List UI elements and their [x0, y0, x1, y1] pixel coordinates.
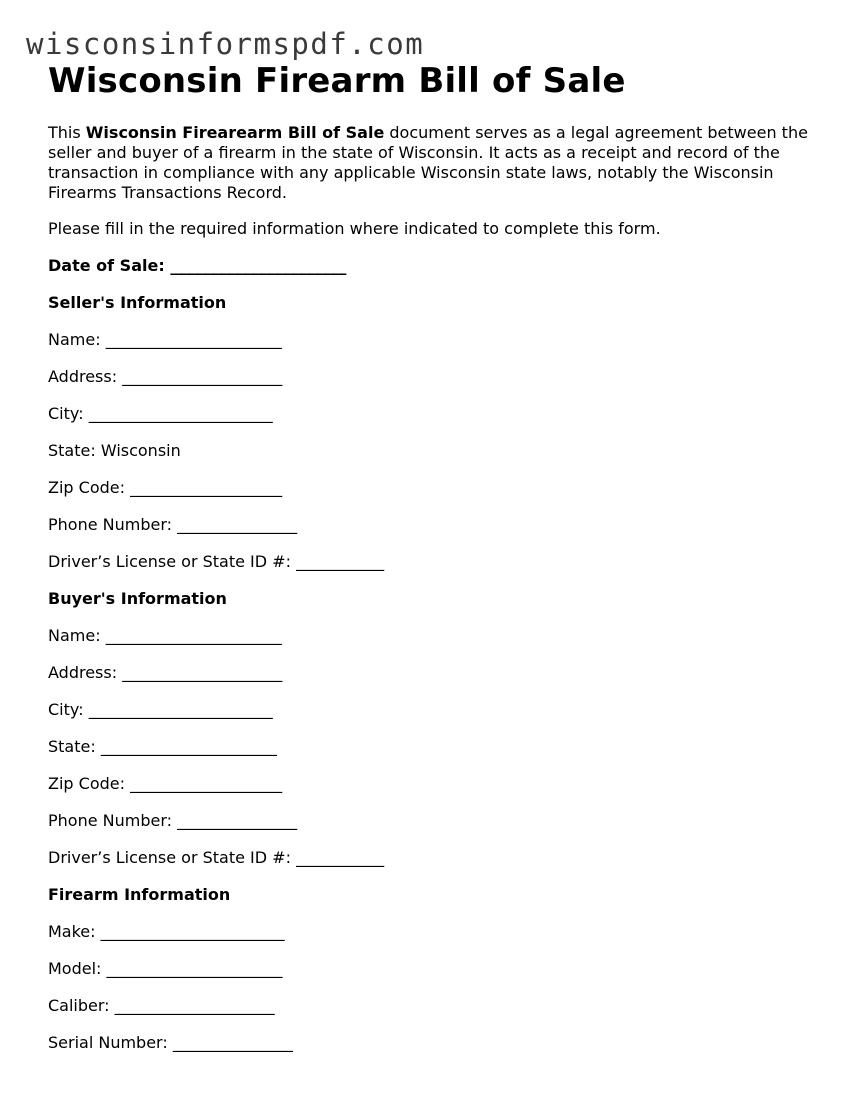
- buyer-zip-label: Zip Code:: [48, 774, 125, 793]
- buyer-phone-blank[interactable]: _______________: [177, 811, 298, 830]
- buyer-name-blank[interactable]: ______________________: [105, 626, 282, 645]
- seller-zip-blank[interactable]: ___________________: [130, 478, 283, 497]
- seller-state-label: State:: [48, 441, 96, 460]
- firearm-caliber-field: [48, 996, 808, 1016]
- firearm-serial-label: Serial Number:: [48, 1033, 168, 1052]
- buyer-address-field: [48, 663, 808, 683]
- date-of-sale-blank[interactable]: ______________________: [170, 256, 347, 275]
- firearm-serial-field: [48, 1033, 808, 1053]
- buyer-state-blank[interactable]: ______________________: [100, 737, 277, 756]
- intro-paragraph: [48, 123, 808, 203]
- buyer-name-label: Name:: [48, 626, 101, 645]
- intro-suffix: document serves as a legal agreement between the seller and buyer of a firearm in the state of Wisconsin. It acts as a receipt and record of the transaction in compliance with any applicable Wisconsin state laws, notably the Wisconsin Firearms Transactions Record.: [48, 123, 808, 202]
- date-of-sale-label: Date of Sale:: [48, 256, 165, 275]
- seller-state-value: Wisconsin: [100, 441, 181, 460]
- date-of-sale-field: [48, 256, 808, 276]
- buyer-state-field: [48, 737, 808, 757]
- seller-license-label: Driver’s License or State ID #:: [48, 552, 291, 571]
- seller-zip-field: [48, 478, 808, 498]
- firearm-make-field: [48, 922, 808, 942]
- seller-name-blank[interactable]: ______________________: [105, 330, 282, 349]
- firearm-model-label: Model:: [48, 959, 102, 978]
- seller-heading: Seller's Information: [48, 293, 227, 312]
- firearm-make-blank[interactable]: _______________________: [100, 922, 285, 941]
- seller-address-field: [48, 367, 808, 387]
- document-page: [48, 60, 808, 1053]
- buyer-zip-field: [48, 774, 808, 794]
- buyer-phone-label: Phone Number:: [48, 811, 173, 830]
- buyer-city-label: City:: [48, 700, 84, 719]
- buyer-phone-field: [48, 811, 808, 831]
- firearm-make-label: Make:: [48, 922, 96, 941]
- buyer-license-blank[interactable]: ___________: [296, 848, 385, 867]
- watermark-text: wisconsinformspdf.com: [26, 27, 425, 61]
- buyer-state-label: State:: [48, 737, 96, 756]
- seller-address-blank[interactable]: ____________________: [122, 367, 283, 386]
- seller-city-field: [48, 404, 808, 424]
- seller-zip-label: Zip Code:: [48, 478, 125, 497]
- firearm-caliber-blank[interactable]: ____________________: [114, 996, 275, 1015]
- buyer-city-field: [48, 700, 808, 720]
- seller-license-field: [48, 552, 808, 572]
- buyer-zip-blank[interactable]: ___________________: [130, 774, 283, 793]
- instruction-text: Please fill in the required information where indicated to complete this form.: [48, 219, 661, 238]
- firearm-heading: Firearm Information: [48, 885, 231, 904]
- seller-phone-field: [48, 515, 808, 535]
- seller-city-blank[interactable]: _______________________: [88, 404, 273, 423]
- seller-state-field: [48, 441, 808, 461]
- buyer-address-label: Address:: [48, 663, 118, 682]
- seller-phone-label: Phone Number:: [48, 515, 173, 534]
- page-title: Wisconsin Firearm Bill of Sale: [48, 61, 626, 101]
- seller-phone-blank[interactable]: _______________: [177, 515, 298, 534]
- buyer-license-label: Driver’s License or State ID #:: [48, 848, 291, 867]
- seller-city-label: City:: [48, 404, 84, 423]
- buyer-heading: Buyer's Information: [48, 589, 227, 608]
- buyer-city-blank[interactable]: _______________________: [88, 700, 273, 719]
- buyer-address-blank[interactable]: ____________________: [122, 663, 283, 682]
- intro-document-name: Wisconsin Firearearm Bill of Sale: [85, 123, 385, 142]
- seller-license-blank[interactable]: ___________: [296, 552, 385, 571]
- firearm-model-field: [48, 959, 808, 979]
- buyer-license-field: [48, 848, 808, 868]
- seller-name-label: Name:: [48, 330, 101, 349]
- firearm-caliber-label: Caliber:: [48, 996, 110, 1015]
- intro-prefix: This: [48, 123, 86, 142]
- seller-name-field: [48, 330, 808, 350]
- seller-address-label: Address:: [48, 367, 118, 386]
- firearm-model-blank[interactable]: ______________________: [106, 959, 283, 978]
- buyer-name-field: [48, 626, 808, 646]
- firearm-serial-blank[interactable]: _______________: [172, 1033, 293, 1052]
